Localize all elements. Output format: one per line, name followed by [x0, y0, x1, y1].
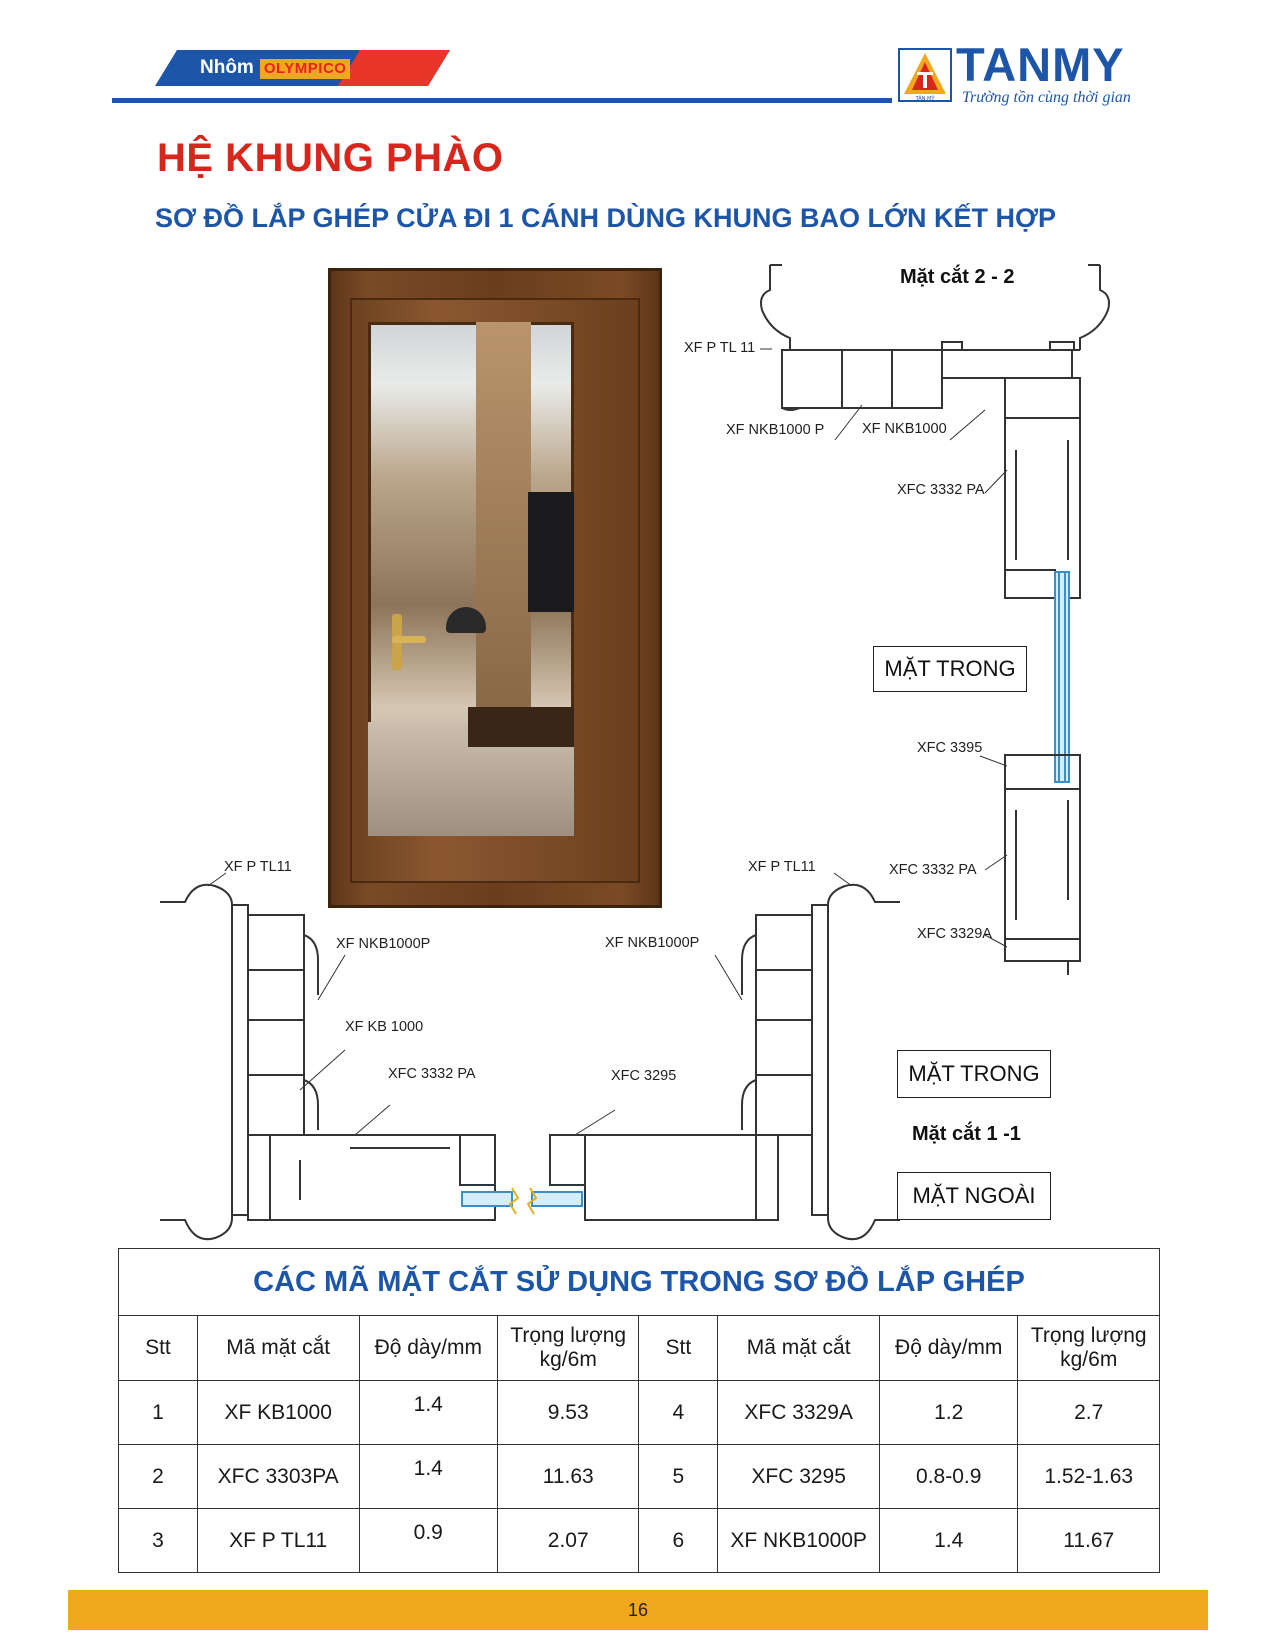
- cell-stt: 5: [639, 1445, 718, 1509]
- mat-ngoai-box: MẶT NGOÀI: [897, 1172, 1051, 1220]
- glass-pane-left: [462, 1192, 512, 1206]
- header-weight-2-line1: Trọng lượng: [1030, 1324, 1147, 1347]
- header-thickness-2: Độ dày/mm: [880, 1316, 1018, 1381]
- header-weight-line2: kg/6m: [539, 1348, 597, 1371]
- cell-code: XF P TL11: [197, 1509, 359, 1573]
- table-row: [119, 1509, 1160, 1573]
- section-11-label: Mặt cắt 1 -1: [912, 1123, 1021, 1145]
- cell-weight: 9.53: [497, 1381, 638, 1445]
- cell-thickness-value: 1.4: [413, 1392, 443, 1416]
- header-thickness: Độ dày/mm: [359, 1316, 497, 1381]
- header-weight: [497, 1316, 638, 1381]
- left-profile-kb1000: [248, 1075, 304, 1135]
- label-xf-nkb1000-p: XF NKB1000 P: [726, 422, 825, 438]
- label-xf-nkb1000: XF NKB1000: [862, 421, 947, 437]
- cell-thickness-value: 1.4: [413, 1456, 443, 1480]
- table-row: [119, 1445, 1160, 1509]
- top-pheo-right: [1080, 265, 1109, 350]
- cell-code: XFC 3329A: [718, 1381, 880, 1445]
- brand-prefix: Nhôm: [200, 57, 254, 78]
- label-xfc-3329a: XFC 3329A: [917, 926, 992, 942]
- right-pheo-bottom: [828, 1210, 900, 1239]
- label-right-xf-nkb1000p: XF NKB1000P: [605, 935, 700, 951]
- brand-name: OLYMPICO: [260, 59, 351, 79]
- cell-thickness-value: 0.9: [413, 1520, 443, 1544]
- cell-thickness: 1.4: [880, 1509, 1018, 1573]
- cell-weight: 2.07: [497, 1509, 638, 1573]
- cell-stt: 1: [119, 1381, 198, 1445]
- label-left-xf-p-tl11: XF P TL11: [224, 859, 292, 875]
- page-subtitle: SƠ ĐỒ LẮP GHÉP CỬA ĐI 1 CÁNH DÙNG KHUNG BAO LỚN KẾT HỢP: [155, 203, 1057, 233]
- left-profile-nkb1000p: [248, 915, 304, 1075]
- right-profile-xfc3295: [585, 1135, 756, 1220]
- cell-code: XF KB1000: [197, 1381, 359, 1445]
- cell-weight: 2.7: [1018, 1381, 1160, 1445]
- label-xfc-3332pa-bottom: XFC 3332 PA: [889, 862, 977, 878]
- label-left-xfc-3332pa: XFC 3332 PA: [388, 1066, 476, 1082]
- label-right-xf-p-tl11: XF P TL11: [748, 859, 816, 875]
- glass-pane-vertical: [1055, 572, 1069, 782]
- cell-stt: 3: [119, 1509, 198, 1573]
- label-xfc-3332pa-top: XFC 3332 PA: [897, 482, 985, 498]
- page-title: HỆ KHUNG PHÀO: [157, 136, 504, 180]
- left-pheo-bottom: [160, 1210, 232, 1239]
- top-profile-nkb1000: [942, 350, 1072, 378]
- cell-stt: 4: [639, 1381, 718, 1445]
- cell-code: XF NKB1000P: [718, 1509, 880, 1573]
- cell-thickness: [359, 1381, 497, 1445]
- cell-thickness: [359, 1445, 497, 1509]
- table-row: [119, 1381, 1160, 1445]
- header-code: Mã mặt cắt: [197, 1316, 359, 1381]
- cell-code: XFC 3295: [718, 1445, 880, 1509]
- cell-weight: 1.52-1.63: [1018, 1445, 1160, 1509]
- cell-thickness: 1.2: [880, 1381, 1018, 1445]
- label-left-xf-kb-1000: XF KB 1000: [345, 1019, 424, 1035]
- logo-caption: TÂN MỸ: [915, 96, 935, 102]
- right-profile-xfc3329a: [1005, 939, 1080, 961]
- header-weight-2-line2: kg/6m: [1060, 1348, 1118, 1371]
- logo-slogan: Trường tồn cùng thời gian: [962, 89, 1131, 106]
- page-footer: [68, 1590, 1208, 1630]
- table-header-row: [119, 1316, 1160, 1381]
- label-left-xf-nkb1000p: XF NKB1000P: [336, 936, 431, 952]
- top-pheo-left: [761, 265, 790, 350]
- table-title: CÁC MÃ MẶT CẮT SỬ DỤNG TRONG SƠ ĐỒ LẮP GHÉP: [119, 1249, 1160, 1316]
- profile-code-table: [118, 1248, 1160, 1573]
- label-xf-p-tl-11: XF P TL 11: [684, 340, 756, 356]
- cell-thickness: [359, 1509, 497, 1573]
- header-code-2: Mã mặt cắt: [718, 1316, 880, 1381]
- section-22-label: Mặt cắt 2 - 2: [900, 266, 1015, 288]
- label-right-xfc-3295: XFC 3295: [611, 1068, 677, 1084]
- cell-weight: 11.67: [1018, 1509, 1160, 1573]
- header-weight-line1: Trọng lượng: [510, 1324, 627, 1347]
- header-weight-2: [1018, 1316, 1160, 1381]
- header-stt: Stt: [119, 1316, 198, 1381]
- cell-stt: 2: [119, 1445, 198, 1509]
- mat-trong-box-1: MẶT TRONG: [873, 646, 1027, 692]
- label-xfc-3395: XFC 3395: [917, 740, 983, 756]
- header-stt-2: Stt: [639, 1316, 718, 1381]
- glass-pane-right: [532, 1192, 582, 1206]
- cell-stt: 6: [639, 1509, 718, 1573]
- left-pheo-top: [160, 885, 232, 915]
- cell-thickness: 0.8-0.9: [880, 1445, 1018, 1509]
- logo-name: TANMY: [956, 38, 1125, 91]
- right-pheo-top: [828, 885, 900, 915]
- cell-weight: 11.63: [497, 1445, 638, 1509]
- mat-trong-box-2: MẶT TRONG: [897, 1050, 1051, 1098]
- page-number: 16: [627, 1599, 649, 1620]
- top-profile-nkb1000p: [782, 350, 942, 408]
- cell-code: XFC 3303PA: [197, 1445, 359, 1509]
- right-profile-nkb1000p: [756, 915, 812, 1075]
